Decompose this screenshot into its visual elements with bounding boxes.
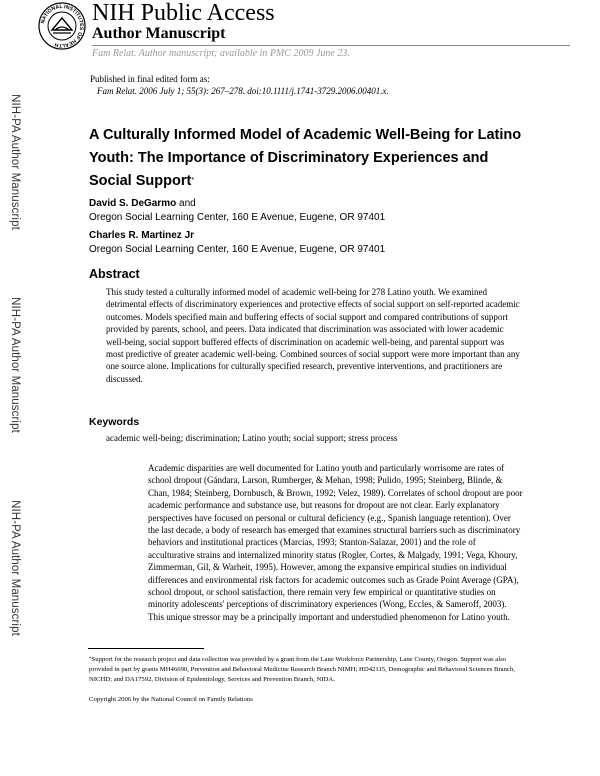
- publication-line-2: [97, 86, 389, 96]
- author-2: [89, 230, 194, 241]
- author-1: [89, 198, 196, 209]
- keywords-heading: Keywords: [89, 416, 140, 428]
- header-note: Fam Relat. Author manuscript; available in PMC 2009 June 23.: [92, 48, 350, 59]
- header-subtitle: Author Manuscript: [92, 25, 226, 42]
- sidebar-label-3: NIH-PA Author Manuscript: [9, 500, 21, 636]
- footnote: [89, 655, 524, 685]
- nih-seal-logo: [38, 2, 86, 50]
- sidebar-label-2: NIH-PA Author Manuscript: [9, 297, 21, 433]
- author-1-name: David S. DeGarmo: [89, 198, 177, 209]
- logo-ring-text: NATIONAL INSTITUTES OF HEALTH: [40, 3, 85, 49]
- intro-paragraph: Academic disparities are well documented for Latino youth and particularly worrisome are rates of school dropout (Gándara, Larson, Rumberger, & Mehan, 1998; Pulido, 1995; Steinberg, Blinde, & Chan, 1984; Steinberg, Dornbusch, & Brown, 1992; Velez, 1989). Correlates of school dropout are poor academic performance and substance use, but reasons for dropout are not clear. Early explanatory perspectives have focused on personal or cultural deficiency (e.g., Spanish language retention). Over the last decade, a body of research has emerged that examines structural barriers such as discriminatory behaviors and institutional practices (Marcías, 1993; Stanton-Salazar, 2001) and the role of acculturative strains and internalized minority status (Rogler, Cortes, & Malgady, 1991; Vega, Khoury, Zimmerman, Gil, & Warheit, 1995). However, among the expansive empirical studies on individual differences and environmental risk factors for academic outcomes such as Grade Point Average (GPA), school dropout, or school satisfaction, there remain very few empirical or quantitative studies on minority adolescents' perceptions of discriminatory experiences (Wong, Eccles, & Sameroff, 2003). This unique stressor may be a principally important and understudied phenomenon for Latino youth.: [148, 463, 523, 622]
- article-title-text: A Culturally Informed Model of Academic Well-Being for Latino Youth: The Importance of Discriminatory Experiences and Social Support: [89, 127, 522, 189]
- header-title: NIH Public Access: [92, 0, 275, 26]
- sidebar-label-1: NIH-PA Author Manuscript: [9, 94, 21, 230]
- footnote-divider: [88, 648, 204, 649]
- author-1-suffix: and: [176, 198, 196, 209]
- header-divider: [92, 45, 570, 46]
- footnote-text: Support for the research project and data collection was provided by a grant from the Lane Workforce Partnership, Lane County, Oregon. Support was also provided in part by grants MH46690, Prevention and Behavioral Medicine Research Branch NIMH; HD42115, Demographic and Behavioral Sciences Branch, NICHD; and DA17592, Division of Epidemiology, Services and Prevention Branch, NIDA.: [89, 656, 515, 683]
- article-title: [89, 124, 529, 193]
- keywords-body: academic well-being; discrimination; Latino youth; social support; stress process: [106, 433, 398, 443]
- author-2-name: Charles R. Martinez Jr: [89, 230, 195, 241]
- publication-line-1: Published in final edited form as:: [90, 74, 210, 84]
- footnote-mark: *: [89, 657, 92, 662]
- svg-text:NATIONAL INSTITUTES OF HEALTH: [40, 4, 84, 48]
- journal-citation: Fam Relat. 2006 July 1; 55(3): 267–278. doi:10.1111/j.1741-3729.2006.00401.x.: [97, 86, 389, 96]
- author-1-affiliation: Oregon Social Learning Center, 160 E Avenue, Eugene, OR 97401: [89, 212, 386, 223]
- abstract-heading: Abstract: [89, 267, 140, 281]
- copyright-notice: Copyright 2006 by the National Council on Family Relations: [89, 696, 253, 703]
- title-footnote-mark: *: [191, 177, 195, 184]
- author-2-affiliation: Oregon Social Learning Center, 160 E Avenue, Eugene, OR 97401: [89, 244, 386, 255]
- abstract-body: This study tested a culturally informed model of academic well-being for 278 Latino youth. We examined detrimental effects of discriminatory experiences and protective effects of social support on self-reported academic outcomes. Models specified main and buffering effects of social support and compared contributions of support provided by parents, school, and peers. Data indicated that discrimination was associated with lower academic well-being, social support buffered effects of discrimination on academic well-being, and parental support was most predictive of greater academic well-being. Combined sources of social support were more important than any one source alone. Implications for culturally specified research, preventive interventions, and practitioners are discussed.: [106, 287, 520, 384]
